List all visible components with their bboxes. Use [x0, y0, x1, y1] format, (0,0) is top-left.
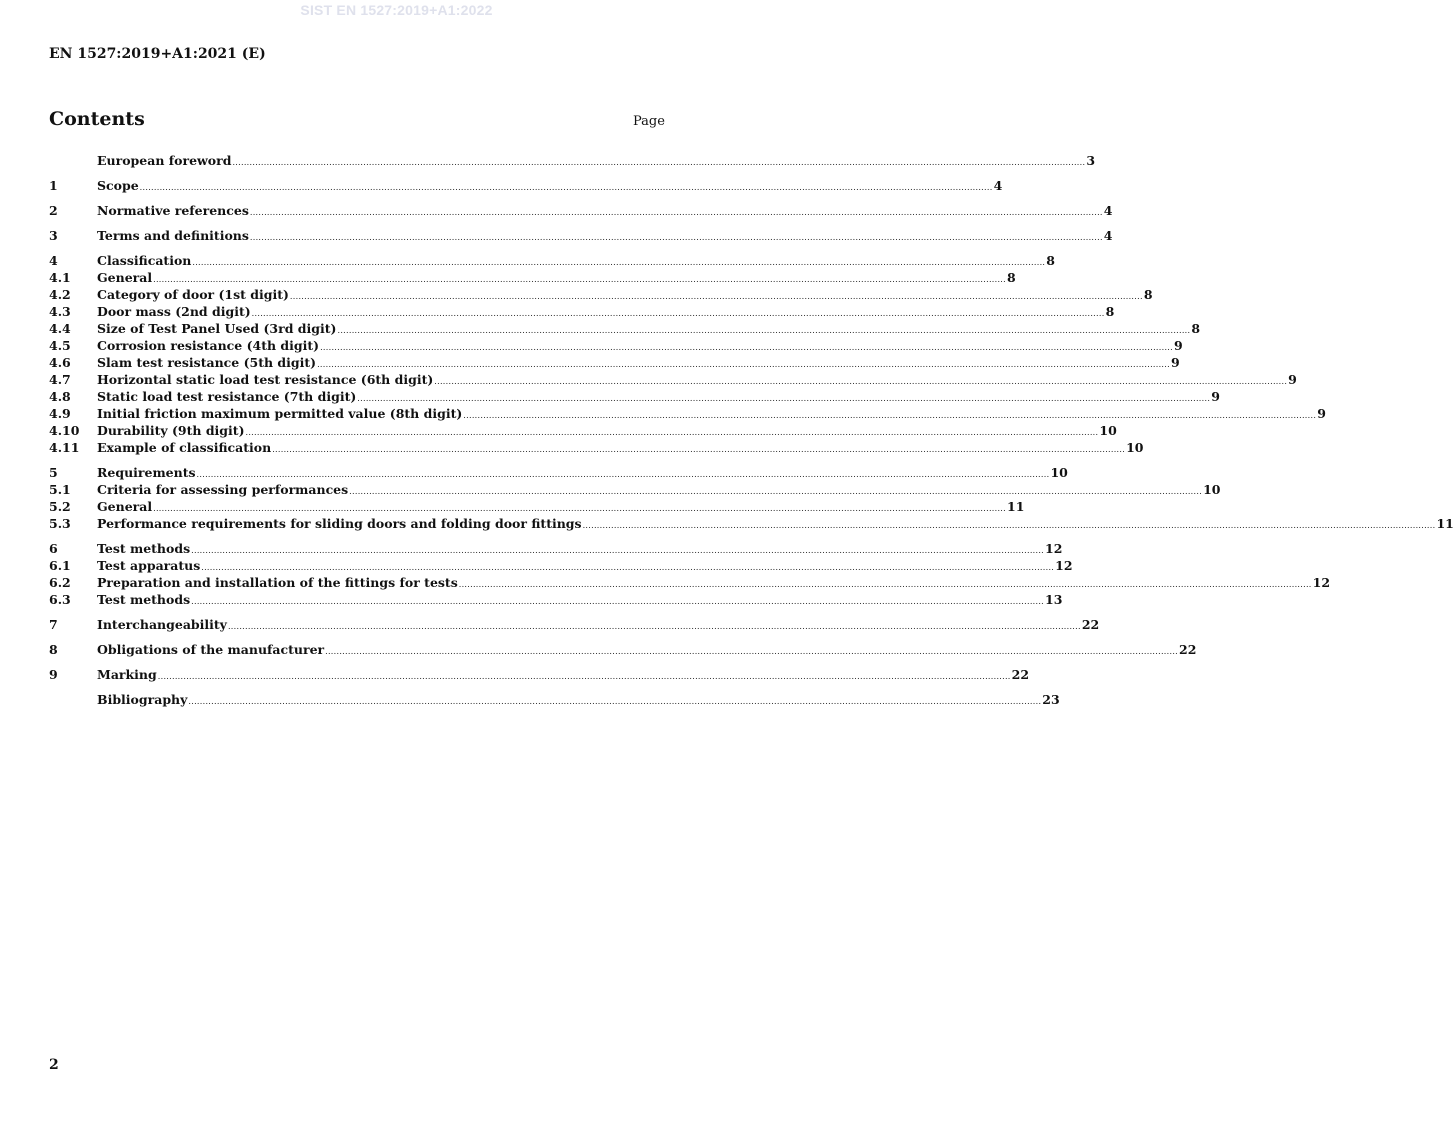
document-id: EN 1527:2019+A1:2021 (E): [49, 46, 266, 62]
toc-entry-title: Performance requirements for sliding doors and folding door fittings: [97, 516, 582, 531]
toc-entry-number: 4.4: [49, 321, 71, 336]
toc-entry-title: Category of door (1st digit): [97, 287, 289, 302]
contents-heading: Contents: [49, 108, 145, 130]
toc-entry[interactable]: [49, 557, 1073, 574]
toc-entry[interactable]: [49, 515, 1454, 532]
toc-entry-title: Door mass (2nd digit): [97, 304, 251, 319]
dot-leader: ............................................................................................................................................................................................................................................................................................................: [245, 428, 1099, 437]
toc-entry-number: 6.3: [49, 592, 71, 607]
dot-leader: ............................................................................................................................................................................................................................................................................................................: [232, 158, 1086, 167]
toc-entry-number: 8: [49, 642, 58, 657]
toc-entry-page: 12: [1045, 541, 1063, 556]
toc-entry-number: 4.9: [49, 406, 71, 421]
toc-entry-number: 4.5: [49, 338, 71, 353]
dot-leader: ............................................................................................................................................................................................................................................................................................................: [463, 411, 1317, 420]
toc-entry-title: Terms and definitions: [97, 228, 249, 243]
toc-entry-page: 8: [1143, 287, 1153, 302]
toc-entry-title: Classification: [97, 253, 192, 268]
toc-entry-title: Interchangeability: [97, 617, 227, 632]
toc-entry-title: Corrosion resistance (4th digit): [97, 338, 320, 353]
toc-entry[interactable]: [49, 439, 1144, 456]
toc-entry-number: 4.6: [49, 355, 71, 370]
toc-entry[interactable]: [49, 464, 1068, 481]
toc-entry[interactable]: [49, 371, 1297, 388]
toc-entry[interactable]: [49, 303, 1115, 320]
dot-leader: ............................................................................................................................................................................................................................................................................................................: [317, 360, 1170, 369]
toc-entry-title: Horizontal static load test resistance (6th digit): [97, 372, 434, 387]
toc-entry-title: Scope: [97, 178, 139, 193]
toc-entry[interactable]: [49, 269, 1016, 286]
toc-entry-title: Durability (9th digit): [97, 423, 245, 438]
toc-entry[interactable]: [49, 591, 1063, 608]
toc-entry-page: 11: [1007, 499, 1025, 514]
toc-entry-title: Slam test resistance (5th digit): [97, 355, 317, 370]
toc-entry-title: Test methods: [97, 541, 191, 556]
toc-entry-title: Marking: [97, 667, 157, 682]
toc-entry[interactable]: [49, 227, 1113, 244]
toc-entry[interactable]: [49, 481, 1221, 498]
dot-leader: ............................................................................................................................................................................................................................................................................................................: [582, 521, 1436, 530]
toc-entry-title: Requirements: [97, 465, 196, 480]
toc-entry-number: 7: [49, 617, 58, 632]
toc-entry-title: Normative references: [97, 203, 249, 218]
toc-entry[interactable]: [49, 286, 1153, 303]
toc-entry[interactable]: [49, 177, 1003, 194]
toc-entry-title: Example of classification: [97, 440, 272, 455]
toc-entry[interactable]: [49, 691, 1060, 708]
toc-entry-page: 8: [1007, 270, 1016, 285]
toc-entry-title: Preparation and installation of the fittings for tests: [97, 575, 458, 590]
toc-entry[interactable]: [49, 388, 1220, 405]
toc-entry-number: 3: [49, 228, 58, 243]
toc-entry[interactable]: [49, 252, 1055, 269]
toc-entry-title: Size of Test Panel Used (3rd digit): [97, 321, 337, 336]
dot-leader: ............................................................................................................................................................................................................................................................................................................: [289, 292, 1143, 301]
dot-leader: ............................................................................................................................................................................................................................................................................................................: [272, 445, 1126, 454]
toc-entry-number: 6.2: [49, 575, 71, 590]
dot-leader: ............................................................................................................................................................................................................................................................................................................: [251, 309, 1105, 318]
dot-leader: ............................................................................................................................................................................................................................................................................................................: [458, 580, 1312, 589]
dot-leader: ............................................................................................................................................................................................................................................................................................................: [249, 233, 1103, 242]
toc-entry-page: 4: [1103, 228, 1113, 243]
toc-entry-number: 6.1: [49, 558, 71, 573]
dot-leader: ............................................................................................................................................................................................................................................................................................................: [191, 597, 1045, 606]
dot-leader: ............................................................................................................................................................................................................................................................................................................: [139, 183, 993, 192]
toc-entry-page: 9: [1170, 355, 1180, 370]
page-column-label: Page: [633, 114, 665, 129]
toc-entry-number: 9: [49, 667, 58, 682]
toc-entry-title: Test apparatus: [97, 558, 201, 573]
toc-entry-page: 22: [1179, 642, 1197, 657]
dot-leader: ............................................................................................................................................................................................................................................................................................................: [191, 546, 1045, 555]
toc-entry-page: 3: [1086, 153, 1096, 168]
dot-leader: ............................................................................................................................................................................................................................................................................................................: [249, 208, 1103, 217]
toc-entry-page: 8: [1105, 304, 1115, 319]
toc-entry-page: 22: [1081, 617, 1100, 632]
toc-entry-page: 9: [1317, 406, 1326, 421]
toc-entry-page: 4: [993, 178, 1003, 193]
dot-leader: ............................................................................................................................................................................................................................................................................................................: [188, 697, 1042, 706]
dot-leader: ............................................................................................................................................................................................................................................................................................................: [434, 377, 1288, 386]
toc-entry-page: 12: [1312, 575, 1331, 590]
toc-entry-title: Test methods: [97, 592, 191, 607]
toc-entry-title: Bibliography: [97, 692, 188, 707]
toc-entry-title: Static load test resistance (7th digit): [97, 389, 357, 404]
toc-entry-number: 1: [49, 178, 58, 193]
toc-entry-number: 4.2: [49, 287, 71, 302]
dot-leader: ............................................................................................................................................................................................................................................................................................................: [349, 487, 1203, 496]
toc-entry-number: 4.11: [49, 440, 80, 455]
dot-leader: ............................................................................................................................................................................................................................................................................................................: [320, 343, 1173, 352]
toc-entry-number: 4.8: [49, 389, 71, 404]
toc-entry[interactable]: [49, 641, 1197, 658]
toc-entry-page: 9: [1173, 338, 1183, 353]
toc-entry[interactable]: [49, 405, 1326, 422]
toc-entry-title: General: [97, 499, 153, 514]
toc-entry[interactable]: [49, 422, 1117, 439]
toc-entry-page: 13: [1045, 592, 1063, 607]
toc-entry[interactable]: [49, 320, 1201, 337]
toc-entry-title: Initial friction maximum permitted value (8th digit): [97, 406, 463, 421]
dot-leader: ............................................................................................................................................................................................................................................................................................................: [153, 275, 1006, 284]
page-number: 2: [49, 1057, 59, 1073]
toc-entry[interactable]: [49, 574, 1331, 591]
toc-entry-number: 4.3: [49, 304, 71, 319]
toc-entry-number: 6: [49, 541, 58, 556]
toc-entry-title: European foreword: [97, 153, 232, 168]
toc-entry-page: 10: [1050, 465, 1068, 480]
toc-entry-page: 4: [1103, 203, 1113, 218]
dot-leader: ............................................................................................................................................................................................................................................................................................................: [337, 326, 1191, 335]
toc-entry-title: General: [97, 270, 153, 285]
toc-entry[interactable]: [49, 202, 1113, 219]
toc-entry[interactable]: [49, 152, 1096, 169]
toc-entry-page: 9: [1211, 389, 1220, 404]
dot-leader: ............................................................................................................................................................................................................................................................................................................: [192, 258, 1046, 267]
toc-entry-page: 12: [1055, 558, 1073, 573]
table-of-contents: [49, 152, 1454, 708]
toc-entry[interactable]: [49, 337, 1183, 354]
toc-entry-page: 8: [1191, 321, 1201, 336]
toc-entry-page: 9: [1288, 372, 1297, 387]
dot-leader: ............................................................................................................................................................................................................................................................................................................: [201, 563, 1055, 572]
toc-entry-number: 5: [49, 465, 58, 480]
toc-entry-number: 5.1: [49, 482, 71, 497]
toc-entry-page: 10: [1126, 440, 1144, 455]
toc-entry[interactable]: [49, 498, 1025, 515]
dot-leader: ............................................................................................................................................................................................................................................................................................................: [357, 394, 1211, 403]
toc-entry-page: 10: [1203, 482, 1221, 497]
dot-leader: ............................................................................................................................................................................................................................................................................................................: [325, 647, 1179, 656]
toc-entry[interactable]: [49, 616, 1100, 633]
toc-entry-number: 5.3: [49, 516, 71, 531]
toc-entry-page: 22: [1011, 667, 1030, 682]
dot-leader: ............................................................................................................................................................................................................................................................................................................: [157, 672, 1011, 681]
toc-entry-title: Obligations of the manufacturer: [97, 642, 325, 657]
toc-entry-number: 4.1: [49, 270, 71, 285]
toc-entry-number: 4.7: [49, 372, 71, 387]
dot-leader: ............................................................................................................................................................................................................................................................................................................: [153, 504, 1006, 513]
toc-entry[interactable]: [49, 354, 1180, 371]
toc-entry-page: 8: [1046, 253, 1055, 268]
toc-entry[interactable]: [49, 540, 1063, 557]
toc-entry-number: 4: [49, 253, 58, 268]
dot-leader: ............................................................................................................................................................................................................................................................................................................: [227, 622, 1081, 631]
watermark: SIST EN 1527:2019+A1:2022: [300, 2, 493, 18]
toc-entry-page: 10: [1099, 423, 1117, 438]
toc-entry-number: 4.10: [49, 423, 80, 438]
toc-entry-number: 2: [49, 203, 58, 218]
toc-entry-number: 5.2: [49, 499, 71, 514]
dot-leader: ............................................................................................................................................................................................................................................................................................................: [196, 470, 1050, 479]
toc-entry[interactable]: [49, 666, 1030, 683]
toc-entry-page: 23: [1042, 692, 1060, 707]
toc-entry-page: 11: [1436, 516, 1454, 531]
toc-entry-title: Criteria for assessing performances: [97, 482, 349, 497]
